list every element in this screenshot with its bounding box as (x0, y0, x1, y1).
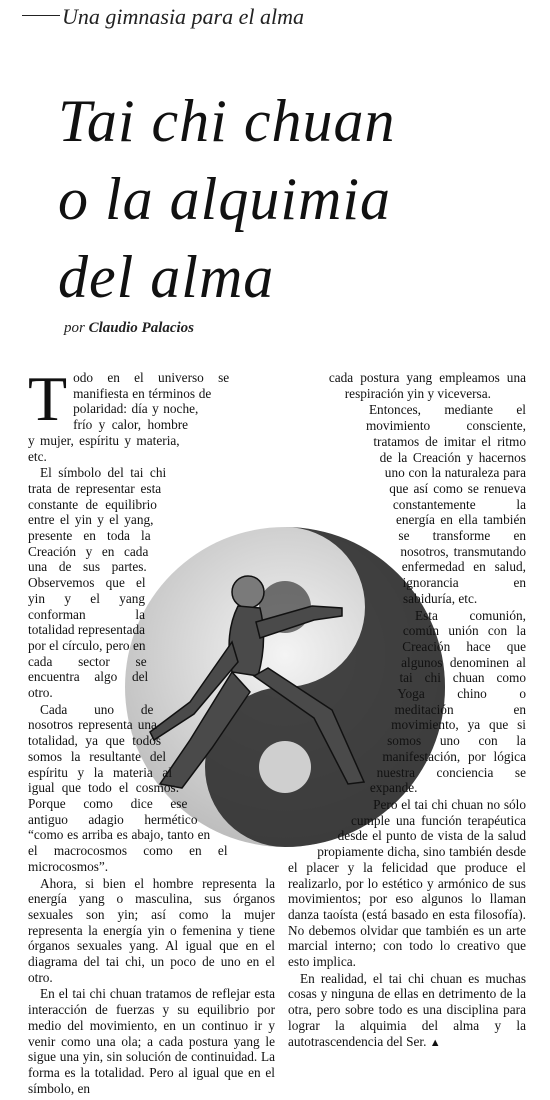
end-mark-icon: ▲ (429, 1036, 441, 1049)
article-headline (58, 82, 548, 316)
drop-cap: T (28, 363, 68, 434)
paragraph-6: cada postura yang empleamos una respiración yin y viceversa. (328, 370, 526, 401)
paragraph-1 (28, 363, 275, 464)
headline-line-2: o la alquimia (58, 166, 392, 232)
paragraph-10 (288, 971, 526, 1052)
paragraph-7: Entonces, mediante el movimiento consciente, tratamos de imitar el ritmo de la Creación y hacernos uno con la naturaleza para que así como se renueva constantemente la energía en ella también se transforme en nosotros, transmutando enfermedad en salud, ignorancia en sabiduría, etc. (365, 402, 526, 606)
paragraph-4: Ahora, si bien el hombre representa la energía yang o masculina, sus órganos sexuales son yin; así como la mujer representa la energía yin o femenina y tiene órganos sexuales yang. Al igual que en el diagrama del tai chi, un poco de uno en el otro. (28, 875, 275, 985)
headline-line-3: del alma (58, 244, 275, 310)
paragraph-3: Cada uno de nosotros representa una totalidad, ya que todos somos la resultante del espíritu y la materia al igual que todo el cosmos. Porque como dice ese antiguo adagio hermético “como es arriba es abajo, tanto en el macrocosmos como en el microcosmos”. (28, 701, 228, 874)
paragraph-8: Esta comunión, común unión con la Creación hace que algunos denominen al tai chi chuan como Yoga chino o meditación en movimiento, ya que si somos uno con la manifestación, por lógica nuestra conciencia se expande. (369, 607, 526, 796)
kicker-rule (22, 15, 60, 16)
byline-prefix: por (64, 320, 85, 336)
article-column-right (288, 370, 526, 1052)
paragraph-9: Pero el tai chi chuan no sólo cumple una función terapéutica desde el punto de vista de la salud propiamente dicha, sino también desde el placer y la felicidad que produce el realizarlo, por lo estético y armónico de sus movimientos; por eso algunos lo llaman danza taoísta (está basado en esta filosofía). No debemos olvidar que también es un arte marcial interno; con todo lo creativo que esto implica. (288, 796, 526, 970)
headline-line-1: Tai chi chuan (58, 88, 396, 154)
byline (64, 320, 194, 337)
section-kicker (22, 4, 542, 30)
byline-author: Claudio Palacios (88, 320, 195, 336)
kicker-text: Una gimnasia para el alma (62, 4, 304, 29)
paragraph-5: En el tai chi chuan tratamos de reflejar esta interacción de fuerzas y su equilibrio por medio del movimiento, en un continuo ir y venir como una ola; a cada postura yang le sigue una yin, sin solución de continuidad. La forma es la totalidad. Pero al igual que en el símbolo, en (28, 986, 275, 1096)
paragraph-2: El símbolo del tai chi trata de representar esta constante de equilibrio entre el yin y el yang, presente en toda la Creación y en cada una de sus partes. Observemos que el yin y el yang conforman la totalidad representada por el círculo, pero en cada sector se encuentra algo del otro. (28, 465, 167, 701)
paragraph-1-text: odo en el universo se manifiesta en términos de polaridad: día y noche, frío y calor, hombre y mujer, espíritu y materia, etc. (28, 370, 230, 464)
paragraph-10-text: En realidad, el tai chi chuan es muchas cosas y ninguna de ellas en detrimento de la otra, pero sobre todo es una disciplina para lograr la alquimia del alma y la autotrascendencia del Ser. (288, 970, 526, 1049)
article-column-left (28, 363, 275, 1097)
